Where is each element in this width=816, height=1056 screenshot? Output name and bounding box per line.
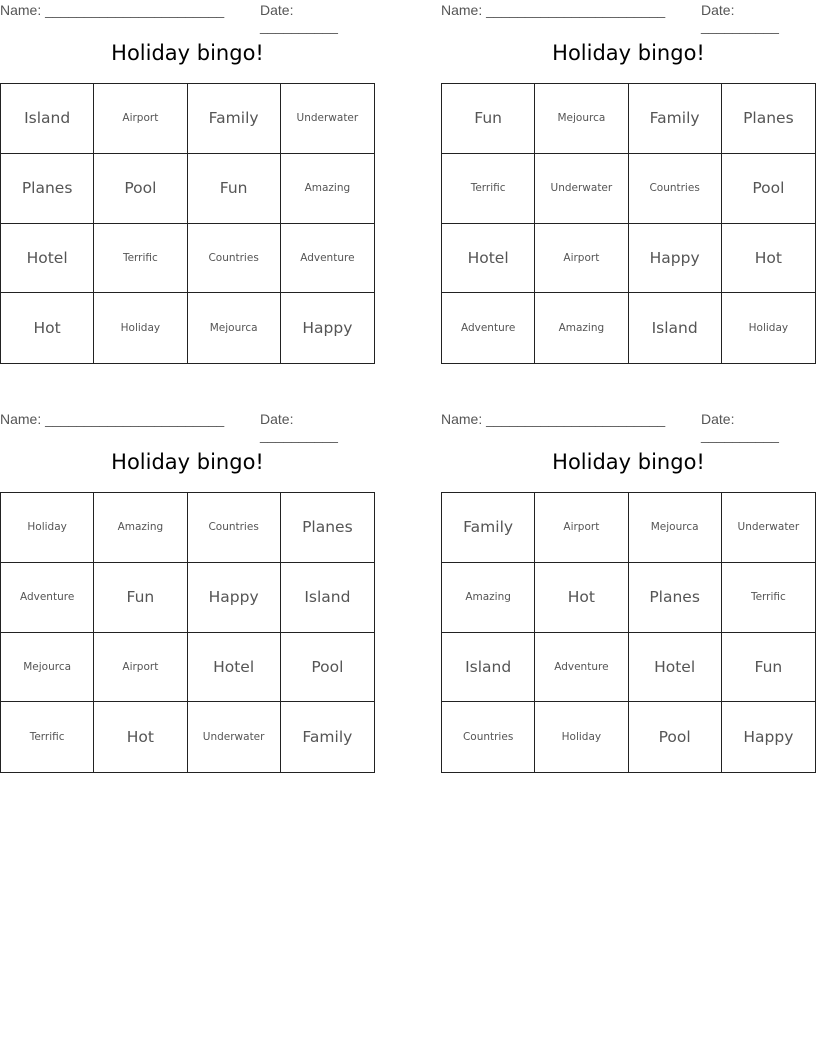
bingo-cell: Terrific — [1, 702, 94, 772]
bingo-cell: Countries — [188, 493, 281, 563]
bingo-cell: Airport — [535, 224, 628, 294]
bingo-cell: Hotel — [1, 224, 94, 294]
bingo-cell: Airport — [94, 84, 187, 154]
date-field: Date: __________ — [260, 411, 338, 443]
bingo-cell: Terrific — [442, 154, 535, 224]
bingo-cell: Family — [188, 84, 281, 154]
bingo-cell: Fun — [94, 563, 187, 633]
bingo-cell: Island — [442, 633, 535, 703]
bingo-cell: Pool — [722, 154, 815, 224]
bingo-cell: Countries — [629, 154, 722, 224]
bingo-cell: Family — [442, 493, 535, 563]
bingo-cell: Holiday — [535, 702, 628, 772]
name-field: Name: _______________________ — [441, 2, 666, 18]
bingo-cell: Terrific — [722, 563, 815, 633]
bingo-cell: Island — [1, 84, 94, 154]
bingo-cell: Mejourca — [188, 293, 281, 363]
bingo-cell: Adventure — [535, 633, 628, 703]
date-field: Date: __________ — [701, 2, 779, 34]
bingo-cell: Planes — [1, 154, 94, 224]
bingo-cell: Fun — [442, 84, 535, 154]
name-field: Name: _______________________ — [0, 411, 225, 427]
name-date-line — [441, 0, 816, 34]
date-field: Date: __________ — [701, 411, 779, 443]
bingo-cell: Happy — [188, 563, 281, 633]
bingo-grid — [0, 492, 375, 773]
date-field: Date: __________ — [260, 2, 338, 34]
bingo-cell: Happy — [629, 224, 722, 294]
bingo-cell: Mejourca — [1, 633, 94, 703]
bingo-cell: Amazing — [281, 154, 374, 224]
bingo-cell: Hot — [535, 563, 628, 633]
bingo-cell: Terrific — [94, 224, 187, 294]
bingo-cell: Airport — [94, 633, 187, 703]
bingo-cell: Underwater — [188, 702, 281, 772]
name-field: Name: _______________________ — [441, 411, 666, 427]
bingo-cell: Mejourca — [629, 493, 722, 563]
bingo-cell: Hotel — [629, 633, 722, 703]
name-date-line — [0, 0, 375, 34]
bingo-grid — [441, 492, 816, 773]
name-field: Name: _______________________ — [0, 2, 225, 18]
bingo-cell: Island — [281, 563, 374, 633]
bingo-cell: Underwater — [281, 84, 374, 154]
bingo-cell: Planes — [722, 84, 815, 154]
bingo-cell: Mejourca — [535, 84, 628, 154]
bingo-cell: Hot — [94, 702, 187, 772]
bingo-cell: Adventure — [281, 224, 374, 294]
name-date-line — [441, 409, 816, 443]
bingo-cell: Amazing — [442, 563, 535, 633]
bingo-cell: Amazing — [94, 493, 187, 563]
bingo-cell: Fun — [188, 154, 281, 224]
card-title: Holiday bingo! — [552, 450, 705, 474]
bingo-cell: Pool — [629, 702, 722, 772]
bingo-cell: Family — [629, 84, 722, 154]
bingo-cell: Amazing — [535, 293, 628, 363]
bingo-cell: Hotel — [188, 633, 281, 703]
bingo-grid — [0, 83, 375, 364]
card-title: Holiday bingo! — [111, 41, 264, 65]
bingo-cell: Hot — [722, 224, 815, 294]
card-title: Holiday bingo! — [552, 41, 705, 65]
bingo-cell: Planes — [281, 493, 374, 563]
bingo-cell: Pool — [281, 633, 374, 703]
bingo-cell: Hot — [1, 293, 94, 363]
bingo-cell: Adventure — [1, 563, 94, 633]
bingo-cell: Countries — [188, 224, 281, 294]
bingo-cell: Island — [629, 293, 722, 363]
name-date-line — [0, 409, 375, 443]
bingo-cell: Family — [302, 728, 353, 747]
bingo-cell: Underwater — [722, 493, 815, 563]
bingo-cell: Pool — [94, 154, 187, 224]
bingo-cell: Happy — [302, 319, 353, 338]
bingo-cell: Underwater — [535, 154, 628, 224]
bingo-cell: Planes — [629, 563, 722, 633]
bingo-cell: Airport — [535, 493, 628, 563]
bingo-cell: Happy — [743, 728, 794, 747]
bingo-cell: Fun — [722, 633, 815, 703]
bingo-cell: Holiday — [94, 293, 187, 363]
bingo-cell: Hotel — [442, 224, 535, 294]
bingo-cell: Adventure — [442, 293, 535, 363]
bingo-cell: Holiday — [1, 493, 94, 563]
bingo-cell: Holiday — [748, 322, 789, 335]
card-title: Holiday bingo! — [111, 450, 264, 474]
bingo-grid — [441, 83, 816, 364]
bingo-cell: Countries — [442, 702, 535, 772]
